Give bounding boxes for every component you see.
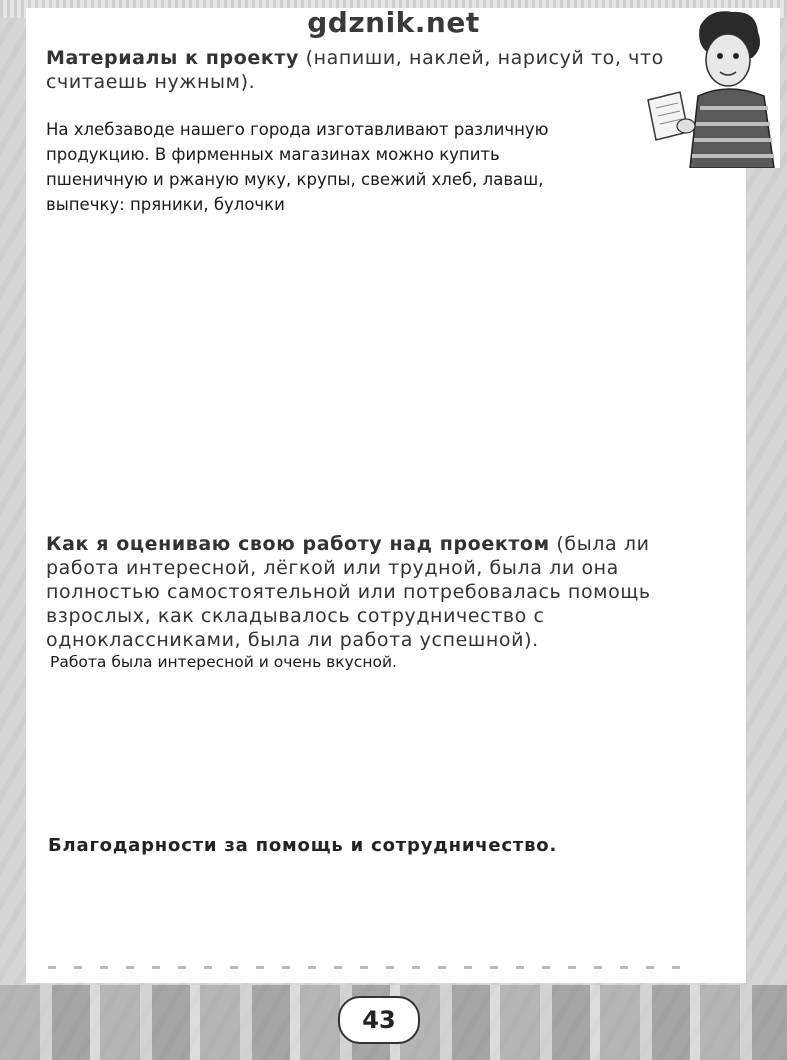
- thanks-heading: Благодарности за помощь и сотрудничество.: [48, 835, 558, 856]
- materials-heading-bold: Материалы к проекту: [46, 47, 299, 69]
- page-number: 43: [338, 996, 420, 1044]
- assessment-heading: [46, 532, 691, 652]
- watermark: gdznik.net: [307, 6, 480, 39]
- assessment-heading-rest: (была ли работа интересной, лёгкой или трудной, была ли она полностью самостоятельной или потребовалась помощь взрослых, как складывалось сотрудничество с одноклассниками, была ли работа успешной).: [46, 533, 651, 651]
- assessment-heading-bold: Как я оцениваю свою работу над проектом: [46, 533, 550, 555]
- assessment-answer: Работа была интересной и очень вкусной.: [50, 653, 397, 671]
- materials-answer-line: На хлебзаводе нашего города изготавливают различную: [46, 120, 549, 139]
- materials-answer-line: пшеничную и ржаную муку, крупы, свежий хлеб, лаваш,: [46, 170, 544, 189]
- dotted-divider: [48, 966, 688, 969]
- materials-answer-line: продукцию. В фирменных магазинах можно купить: [46, 145, 500, 164]
- materials-heading-rest: (напиши, наклей, нарисуй то, что считаешь нужным).: [46, 47, 664, 93]
- materials-answer-line: выпечку: пряники, булочки: [46, 195, 285, 214]
- materials-heading: [46, 46, 686, 94]
- materials-answer: [46, 117, 549, 217]
